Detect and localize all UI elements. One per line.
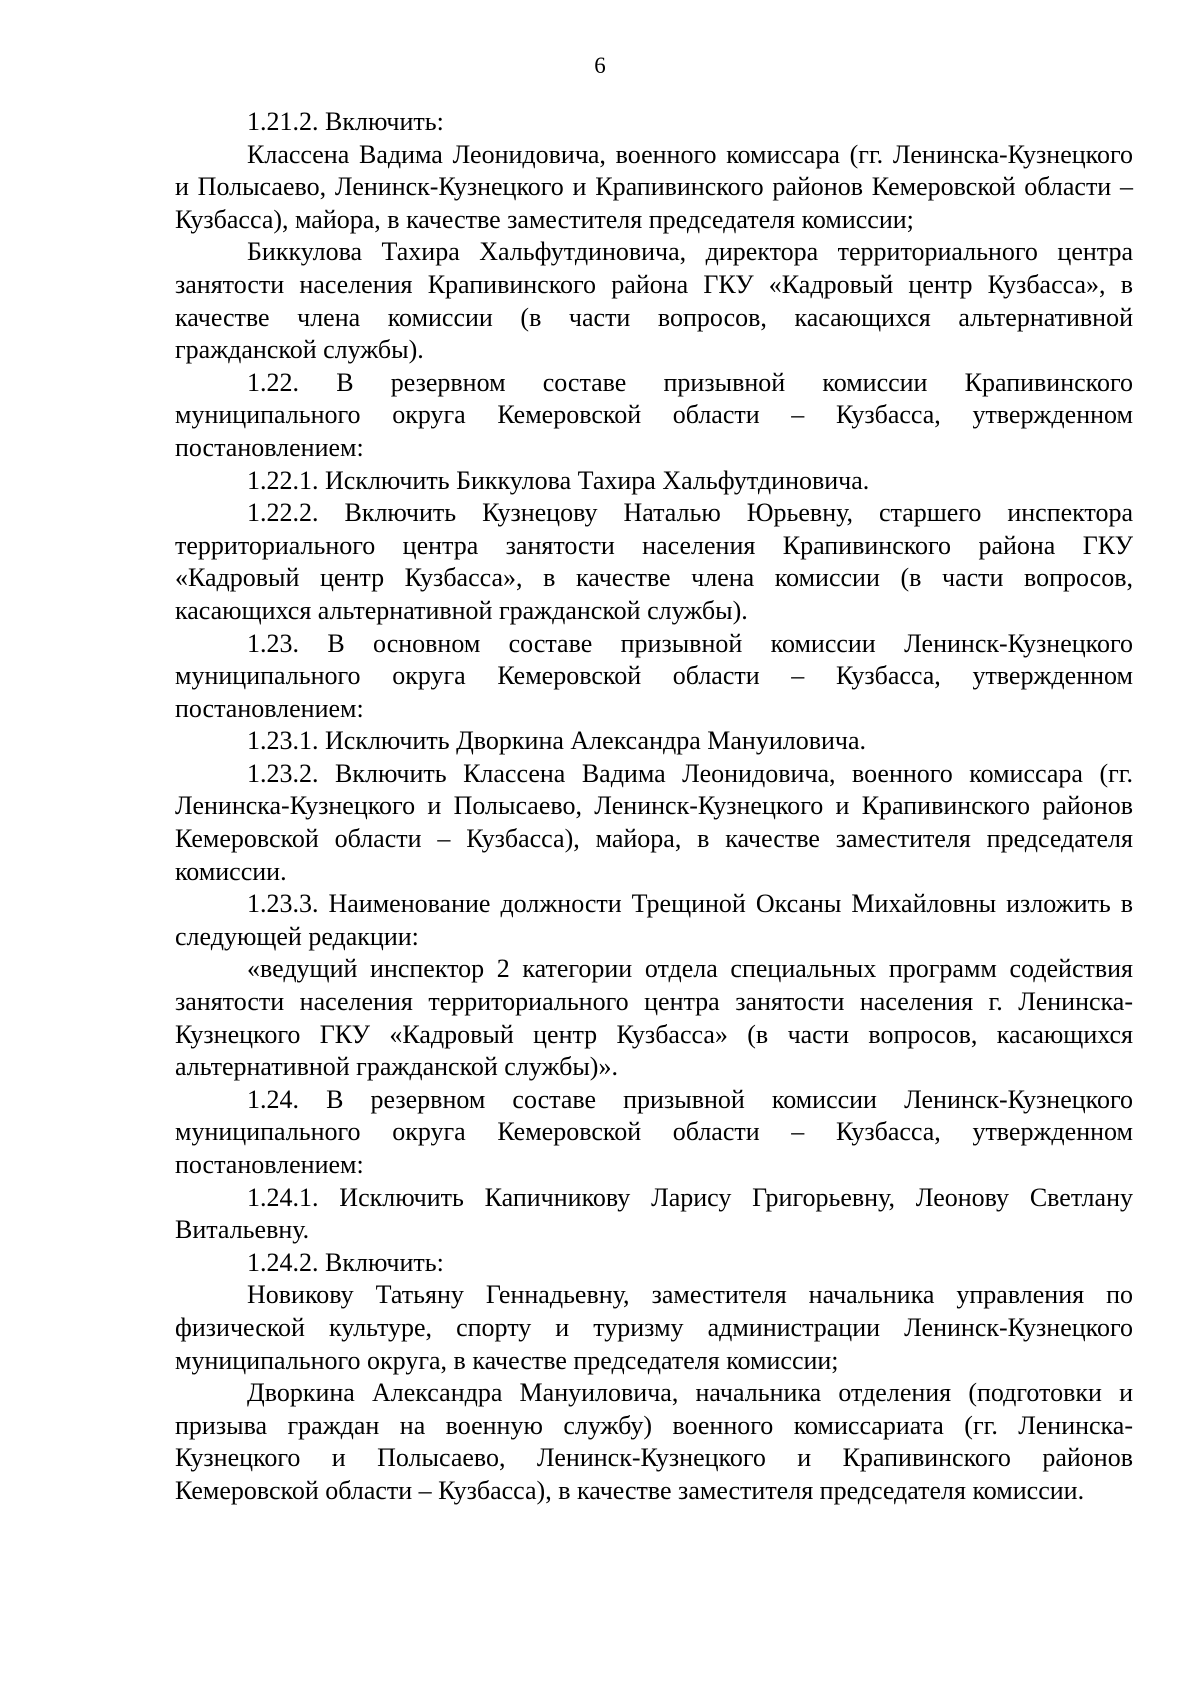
paragraph-1-21-2: 1.21.2. Включить: [247,107,444,136]
paragraph-1-23-2: 1.23.2. Включить Классена Вадима Леонидовича, военного комиссара (гг. Ленинска-Кузнецкого и Полысаево, Ленинск-Кузнецкого и Крапивинского районов Кемеровской области – Кузбасса), майора, в качестве заместителя председателя комиссии. [175,758,1133,886]
paragraph-1-23: 1.23. В основном составе призывной комиссии Ленинск-Кузнецкого муниципального округа Кемеровской области – Кузбасса, утвержденном постановлением: [175,628,1133,723]
paragraph-include-novikova: Новикову Татьяну Геннадьевну, заместителя начальника управления по физической культуре, спорту и туризму администрации Ленинск-Кузнецкого муниципального округа, в качестве председателя комиссии; [175,1280,1133,1375]
document-body [175,106,1133,1508]
paragraph-1-23-3: 1.23.3. Наименование должности Трещиной Оксаны Михайловны изложить в следующей редакции: [175,889,1133,951]
paragraph-1-22-2: 1.22.2. Включить Кузнецову Наталью Юрьевну, старшего инспектора территориального центра занятости населения Крапивинского района ГКУ «Кадровый центр Кузбасса», в качестве члена комиссии (в части вопросов, касающихся альтернативной гражданской службы). [175,498,1133,625]
paragraph-1-24: 1.24. В резервном составе призывной комиссии Ленинск-Кузнецкого муниципального округа Кемеровской области – Кузбасса, утвержденном постановлением: [175,1084,1133,1179]
paragraph-new-position-quote: «ведущий инспектор 2 категории отдела специальных программ содействия занятости населения территориального центра занятости населения г. Ленинска-Кузнецкого ГКУ «Кадровый центр Кузбасса» (в части вопросов, касающихся альтернативной гражданской службы)». [175,954,1133,1082]
paragraph-include-bikkulov: Биккулова Тахира Хальфутдиновича, директора территориального центра занятости населения Крапивинского района ГКУ «Кадровый центр Кузбасса», в качестве члена комиссии (в части вопросов, касающихся альтернативной гражданской службы). [175,237,1133,365]
paragraph-1-24-2: 1.24.2. Включить: [247,1247,444,1277]
paragraph-1-22: 1.22. В резервном составе призывной комиссии Крапивинского муниципального округа Кемеровской области – Кузбасса, утвержденном постановлением: [175,367,1133,462]
paragraph-include-klassen: Классена Вадима Леонидовича, военного комиссара (гг. Ленинска-Кузнецкого и Полысаево, Ленинск-Кузнецкого и Крапивинского районов Кемеровской области – Кузбасса), майора, в качестве заместителя председателя комиссии; [175,139,1133,234]
paragraph-1-24-1: 1.24.1. Исключить Капичникову Ларису Григорьевну, Леонову Светлану Витальевну. [175,1182,1133,1245]
page-number: 6 [594,53,606,78]
paragraph-1-23-1: 1.23.1. Исключить Дворкина Александра Мануиловича. [247,726,867,756]
paragraph-include-dvorkin: Дворкина Александра Мануиловича, начальника отделения (подготовки и призыва граждан на военную службу) военного комиссариата (гг. Ленинска-Кузнецкого и Полысаево, Ленинск-Кузнецкого и Крапивинского районов Кемеровской области – Кузбасса), в качестве заместителя председателя комиссии. [175,1378,1133,1505]
paragraph-1-22-1: 1.22.1. Исключить Биккулова Тахира Хальфутдиновича. [247,465,870,495]
